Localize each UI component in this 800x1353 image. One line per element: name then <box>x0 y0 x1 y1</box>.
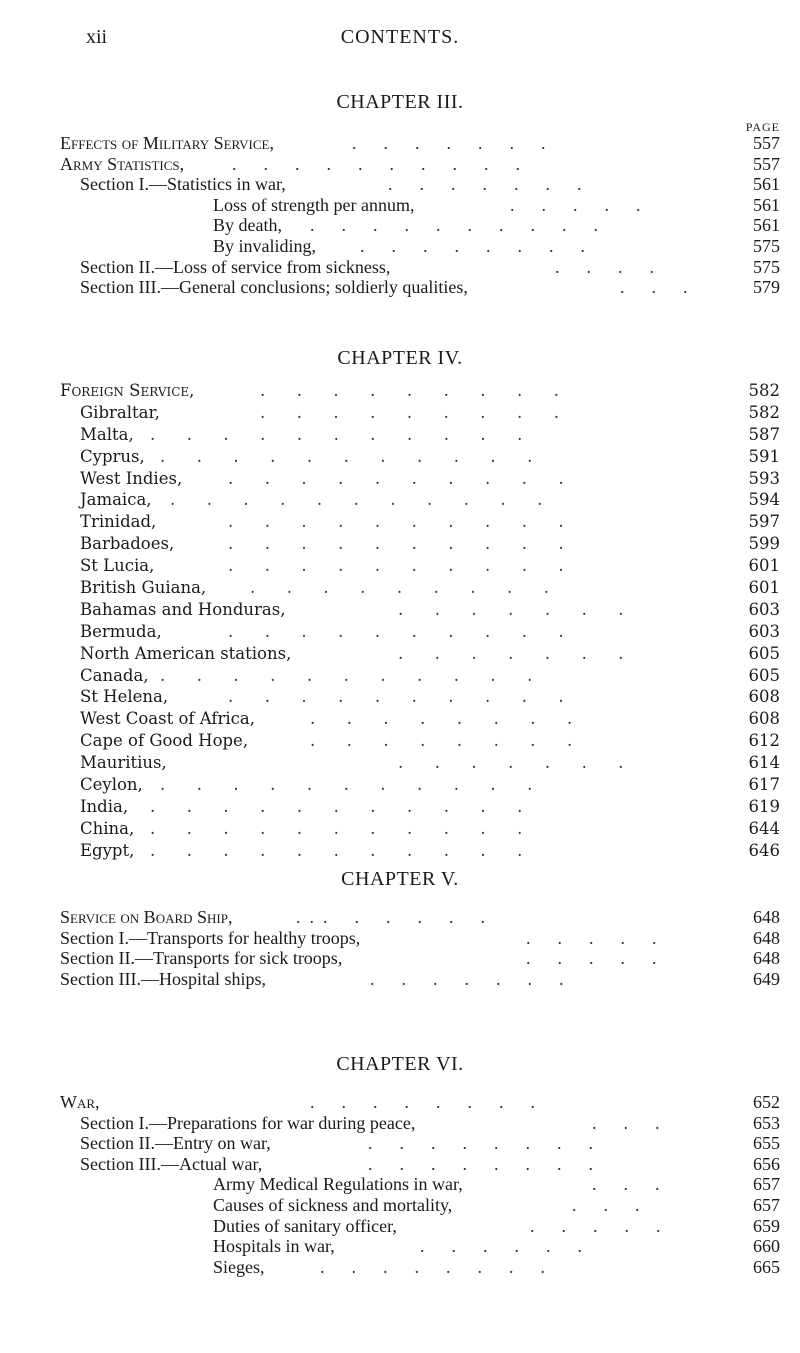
entry-page: 619 <box>748 796 780 816</box>
entry-page: 660 <box>753 1236 780 1257</box>
toc-entry <box>0 730 800 752</box>
toc-entry <box>0 555 800 577</box>
toc-entry <box>0 928 800 949</box>
toc-entry <box>0 1257 800 1278</box>
entry-label: St Helena, <box>80 687 169 707</box>
toc-entry <box>0 511 800 533</box>
leader-dots: . . . . <box>555 256 654 277</box>
chapter-5-entries <box>0 907 800 989</box>
leader-dots: . . . . . . . . . . <box>228 687 564 707</box>
entry-page: 655 <box>753 1133 780 1154</box>
leader-dots: . . . . . . . <box>370 968 564 989</box>
leader-dots: . . . . . . <box>420 1236 582 1257</box>
entry-page: 591 <box>748 446 780 466</box>
toc-entry <box>0 1195 800 1216</box>
entry-page: 659 <box>753 1215 780 1236</box>
entry-page: 593 <box>748 468 780 488</box>
toc-entry <box>0 796 800 818</box>
running-title: CONTENTS. <box>340 26 460 48</box>
entry-page: 579 <box>753 277 780 298</box>
toc-entry <box>0 948 800 969</box>
leader-dots: . . . . . . . . . . <box>228 556 564 576</box>
entry-page: 557 <box>753 133 780 153</box>
entry-label: By death, <box>213 215 282 236</box>
entry-page: 648 <box>753 948 780 969</box>
toc-entry <box>0 215 800 236</box>
entry-label: Section I.—Preparations for war during peace, <box>80 1112 416 1133</box>
entry-page: 608 <box>748 709 780 729</box>
entry-label: Hospitals in war, <box>213 1236 335 1257</box>
toc-entry <box>0 643 800 665</box>
leader-dots: . . . . . . . . . . <box>228 534 564 554</box>
leader-dots: . . . . . . . . <box>320 1256 545 1277</box>
entry-page: 601 <box>748 556 780 576</box>
page-header <box>0 26 800 50</box>
entry-label: West Indies, <box>80 468 183 488</box>
entry-page: 603 <box>748 621 780 641</box>
toc-entry <box>0 236 800 257</box>
chapter-5 <box>0 868 800 891</box>
entry-label: St Lucia, <box>80 556 155 576</box>
entry-label: Egypt, <box>80 840 135 860</box>
entry-label: By invaliding, <box>213 235 316 256</box>
entry-label: Barbadoes, <box>80 534 175 554</box>
toc-entry <box>0 818 800 840</box>
page-column-label: PAGE <box>745 120 780 134</box>
entry-label: Section II.—Entry on war, <box>80 1133 271 1154</box>
toc-entry <box>0 907 800 928</box>
leader-dots: . . . . . . . <box>388 174 582 195</box>
chapter-4 <box>0 347 800 370</box>
leader-dots: . . . . . <box>526 927 657 948</box>
leader-dots: . . . . . . . <box>352 133 546 153</box>
entry-page: 582 <box>748 381 780 400</box>
toc-entry <box>0 133 800 154</box>
entry-label: Section I.—Statistics in war, <box>80 174 286 195</box>
entry-label: Canada, <box>80 665 149 685</box>
leader-dots: . . . <box>592 1174 660 1195</box>
leader-dots: . . . . . . . . . . . <box>150 424 523 444</box>
entry-label: North American stations, <box>80 643 292 663</box>
toc-entry <box>0 277 800 298</box>
entry-page: 603 <box>748 599 780 619</box>
chapter-3 <box>0 91 800 114</box>
toc-entry <box>0 665 800 687</box>
leader-dots: . . . . . . . . . . <box>232 153 520 174</box>
entry-label: Section III.—General conclusions; soldierly qualities, <box>80 277 468 298</box>
leader-dots: . . . . . . . . . . <box>310 215 598 236</box>
chapter-title: CHAPTER III. <box>336 91 464 113</box>
toc-entry <box>0 1174 800 1195</box>
leader-dots: . . . . . . . . . . . <box>170 490 543 510</box>
entry-label: Causes of sickness and mortality, <box>213 1194 453 1215</box>
toc-entry <box>0 599 800 621</box>
toc-entry <box>0 174 800 195</box>
entry-page: 561 <box>753 215 780 236</box>
entry-page: 665 <box>753 1256 780 1277</box>
leader-dots: . . . . . . . <box>398 643 624 663</box>
entry-label: Bermuda, <box>80 621 162 641</box>
entry-page: 605 <box>748 643 780 663</box>
leader-dots: . . . . . . . . . . . <box>150 840 523 860</box>
entry-page: 644 <box>748 818 780 838</box>
entry-label: West Coast of Africa, <box>80 709 255 729</box>
leader-dots: . . . . . . . . . . . <box>150 796 523 816</box>
toc-entry <box>0 424 800 446</box>
page-folio: xii <box>86 26 108 48</box>
entry-label: India, <box>80 796 129 816</box>
entry-page: 605 <box>748 665 780 685</box>
toc-entry <box>0 257 800 278</box>
entry-label: Service on Board Ship, <box>60 907 233 927</box>
leader-dots: . . . . . . . . . <box>260 402 559 422</box>
entry-page: 648 <box>753 907 780 927</box>
entry-label: Section III.—Actual war, <box>80 1153 263 1174</box>
toc-entry <box>0 1154 800 1175</box>
toc-entry <box>0 621 800 643</box>
entry-label: Sieges, <box>213 1256 265 1277</box>
toc-entry <box>0 154 800 175</box>
toc-entry <box>0 402 800 424</box>
entry-page: 601 <box>748 578 780 598</box>
leader-dots: . . . . . . . . <box>310 1092 535 1112</box>
toc-entry <box>0 468 800 490</box>
entry-label: Effects of Military Service, <box>60 133 275 153</box>
entry-label: Section II.—Loss of service from sickness, <box>80 256 391 277</box>
toc-entry <box>0 1113 800 1134</box>
leader-dots: . . . . . . . <box>398 753 624 773</box>
leader-dots: . . . . . . . <box>398 599 624 619</box>
chapter-title: CHAPTER IV. <box>337 347 463 369</box>
leader-dots: . . . . . . . . <box>368 1133 593 1154</box>
chapter-4-entries <box>0 380 800 862</box>
toc-entry <box>0 752 800 774</box>
entry-label: Trinidad, <box>80 512 157 532</box>
leader-dots: . . . . . . . . . <box>260 381 559 400</box>
entry-page: 649 <box>753 968 780 989</box>
entry-page: 575 <box>753 256 780 277</box>
entry-label: Army Statistics, <box>60 153 185 174</box>
entry-page: 608 <box>748 687 780 707</box>
leader-dots: . . . . . . . . <box>368 1153 593 1174</box>
entry-page: 575 <box>753 235 780 256</box>
toc-entry <box>0 969 800 990</box>
entry-page: 587 <box>748 424 780 444</box>
leader-dots: . . . . . <box>510 194 641 215</box>
entry-label: Foreign Service, <box>60 381 195 400</box>
chapter-3-entries <box>0 133 800 298</box>
entry-page: 657 <box>753 1174 780 1195</box>
toc-entry <box>0 686 800 708</box>
entry-page: 612 <box>748 731 780 751</box>
entry-label: War, <box>60 1092 100 1112</box>
entry-label: China, <box>80 818 135 838</box>
entry-page: 597 <box>748 512 780 532</box>
toc-entry <box>0 708 800 730</box>
entry-page: 599 <box>748 534 780 554</box>
entry-label: British Guiana, <box>80 578 207 598</box>
entry-label: Ceylon, <box>80 775 143 795</box>
leader-dots: . . . . . . . . . . <box>228 512 564 532</box>
entry-label: Cape of Good Hope, <box>80 731 249 751</box>
leader-dots: . . . <box>592 1112 660 1133</box>
entry-label: Malta, <box>80 424 134 444</box>
entry-label: Bahamas and Honduras, <box>80 599 286 619</box>
toc-entry <box>0 774 800 796</box>
leader-dots: . . . . . . . . . . . <box>160 446 533 466</box>
entry-page: 582 <box>748 402 780 422</box>
toc-entry <box>0 840 800 862</box>
entry-label: Mauritius, <box>80 753 167 773</box>
entry-page: 653 <box>753 1112 780 1133</box>
leader-dots: . . . . . <box>526 948 657 969</box>
entry-page: 557 <box>753 153 780 174</box>
leader-dots: . . . . . . . . . . <box>228 621 564 641</box>
leader-dots: . . . . . . . . . <box>250 578 549 598</box>
toc-entry <box>0 489 800 511</box>
toc-entry <box>0 195 800 216</box>
toc-entry <box>0 577 800 599</box>
leader-dots: . . . . . . . . . . . <box>150 818 523 838</box>
entry-page: 656 <box>753 1153 780 1174</box>
entry-page: 561 <box>753 174 780 195</box>
entry-page: 646 <box>748 840 780 860</box>
leader-dots: . . . . . . . . <box>310 731 573 751</box>
leader-dots: . . . <box>572 1194 640 1215</box>
toc-entry <box>0 1216 800 1237</box>
leader-dots: . . . . . . . . <box>360 235 585 256</box>
entry-label: Loss of strength per annum, <box>213 194 415 215</box>
entry-page: 617 <box>748 775 780 795</box>
entry-label: Jamaica, <box>80 490 152 510</box>
leader-dots: . . . . . . . . . . <box>228 468 564 488</box>
entry-label: Cyprus, <box>80 446 145 466</box>
leader-dots: . . . . . . . . <box>296 907 485 927</box>
entry-page: 614 <box>748 753 780 773</box>
toc-entry <box>0 380 800 402</box>
entry-label: Duties of sanitary officer, <box>213 1215 397 1236</box>
chapter-title: CHAPTER V. <box>341 868 459 890</box>
chapter-6 <box>0 1053 800 1076</box>
entry-page: 561 <box>753 194 780 215</box>
entry-page: 657 <box>753 1194 780 1215</box>
chapter-6-entries <box>0 1092 800 1277</box>
entry-label: Gibraltar, <box>80 402 160 422</box>
chapter-title: CHAPTER VI. <box>336 1053 464 1075</box>
toc-entry <box>0 1133 800 1154</box>
toc-entry <box>0 1092 800 1113</box>
leader-dots: . . . . . . . . <box>310 709 573 729</box>
leader-dots: . . . . . <box>530 1215 661 1236</box>
entry-label: Section II.—Transports for sick troops, <box>60 948 343 969</box>
toc-entry <box>0 446 800 468</box>
leader-dots: . . . . . . . . . . . <box>160 775 533 795</box>
toc-entry <box>0 533 800 555</box>
entry-label: Section III.—Hospital ships, <box>60 968 266 989</box>
leader-dots: . . . <box>620 277 688 298</box>
entry-label: Section I.—Transports for healthy troops, <box>60 927 361 948</box>
leader-dots: . . . . . . . . . . . <box>160 665 533 685</box>
entry-page: 648 <box>753 927 780 948</box>
toc-entry <box>0 1236 800 1257</box>
entry-page: 652 <box>753 1092 780 1112</box>
entry-page: 594 <box>748 490 780 510</box>
entry-label: Army Medical Regulations in war, <box>213 1174 463 1195</box>
